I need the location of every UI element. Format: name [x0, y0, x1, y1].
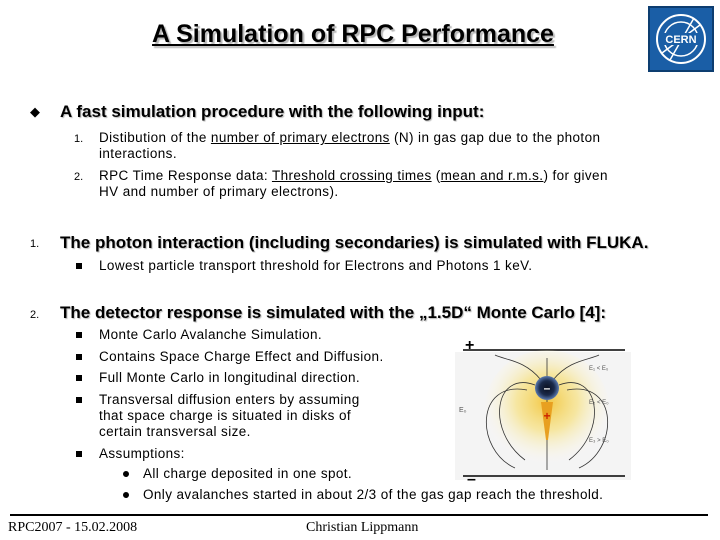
cathode-minus-label: –: [467, 471, 476, 486]
section-heading-photon: The photon interaction (including secondaries) is simulated with FLUKA.: [60, 233, 649, 252]
avalanche-field-figure: [455, 340, 631, 486]
bullet-line: that space charge is situated in disks of: [99, 408, 352, 423]
bullet-text: Contains Space Charge Effect and Diffusion.: [99, 349, 384, 364]
bullet-text: [99, 392, 360, 440]
footer-author: Christian Lippmann: [306, 520, 419, 535]
list-item-text: Distibution of the: [99, 130, 211, 145]
round-bullet-icon: [123, 492, 129, 498]
bullet-text: Full Monte Carlo in longitudinal direction.: [99, 370, 361, 385]
footer-divider: [10, 514, 708, 516]
square-bullet-icon: [76, 375, 82, 381]
square-bullet-icon: [76, 354, 82, 360]
square-bullet-icon: [76, 397, 82, 403]
list-item: [99, 130, 689, 162]
section-marker: 1.: [30, 238, 40, 250]
section-marker: 2.: [30, 309, 40, 321]
cern-logo: [648, 6, 714, 72]
list-item-text: interactions.: [99, 146, 177, 161]
section-heading-detector: The detector response is simulated with the „1.5D“ Monte Carlo [4]:: [60, 303, 606, 322]
primary-electrons-link: number of primary electrons: [210, 130, 390, 145]
bullet-text: Lowest particle transport threshold for Electrons and Photons 1 keV.: [99, 258, 533, 273]
list-item-marker: 2.: [74, 171, 84, 183]
list-item-text: (N) in gas gap due to the photon: [389, 130, 601, 145]
cern-logo-text: CERN: [665, 34, 697, 46]
list-item-text: RPC Time Response data:: [99, 168, 272, 183]
sub-bullet-text: Only avalanches started in about 2/3 of the gas gap reach the threshold.: [143, 487, 604, 502]
page-title: A Simulation of RPC Performance: [152, 20, 554, 48]
bullet-line: certain transversal size.: [99, 424, 251, 439]
list-item-text: ) for given: [543, 168, 608, 183]
list-item-marker: 1.: [74, 133, 84, 145]
field-label-3: E₃ > E₀: [589, 438, 609, 444]
square-bullet-icon: [76, 451, 82, 457]
threshold-times-link: Threshold crossing times: [271, 168, 432, 183]
sub-bullet-text: All charge deposited in one spot.: [143, 466, 353, 481]
bullet-line: Transversal diffusion enters by assuming: [99, 392, 360, 407]
svg-text:–: –: [543, 381, 551, 395]
list-item: [99, 168, 699, 200]
diamond-bullet-icon: ◆: [30, 104, 40, 119]
section-heading-fast-simulation: A fast simulation procedure with the following input:: [60, 102, 485, 121]
bullet-text: Monte Carlo Avalanche Simulation.: [99, 327, 323, 342]
square-bullet-icon: [76, 263, 82, 269]
field-label-2: E₂ < E₀: [589, 400, 609, 406]
footer-date: RPC2007 - 15.02.2008: [8, 520, 138, 535]
field-label-1: E₁ < E₀: [589, 366, 609, 372]
mean-rms-link: mean and r.m.s.: [440, 168, 544, 183]
list-item-text: HV and number of primary electrons).: [99, 184, 339, 199]
list-item-text: (: [431, 168, 441, 183]
square-bullet-icon: [76, 332, 82, 338]
e0-label: E₀: [459, 407, 467, 414]
svg-text:+: +: [543, 409, 551, 423]
round-bullet-icon: [123, 471, 129, 477]
anode-plus-label: +: [465, 340, 475, 354]
bullet-text: Assumptions:: [99, 446, 185, 461]
